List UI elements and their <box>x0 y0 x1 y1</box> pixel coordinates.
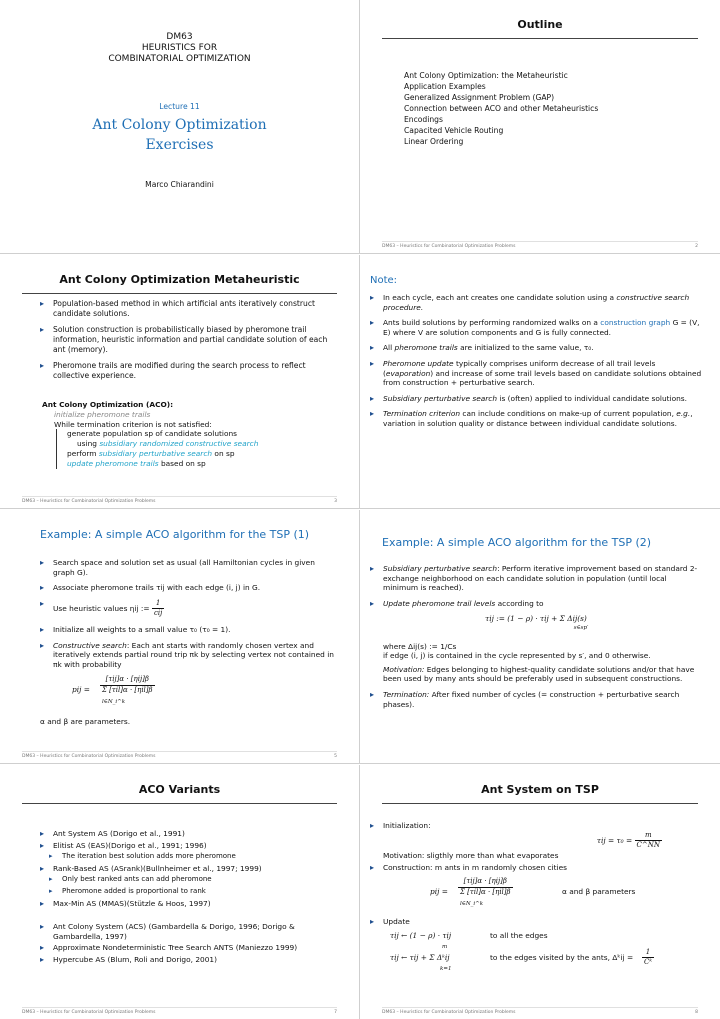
slide-heading: Ant Colony Optimization Metaheuristic <box>59 273 300 286</box>
slide-aco-variants <box>0 765 360 1019</box>
outline-item[interactable]: Linear Ordering <box>404 137 464 146</box>
lecture-number: Lecture 11 <box>159 102 200 111</box>
bullet: ▸ Initialize all weights to a small value τ₀ (τ₀ = 1). <box>40 625 337 635</box>
bullet: ▸ Termination criterion can include conditions on make-up of current population, e.g., variation in solution quality or distance between individual candidate solutions. <box>370 409 702 428</box>
bullet: ▸ Pheromone trails are modified during the search process to reflect collective experience. <box>40 361 337 381</box>
variant-item: ▸ Approximate Nondeterministic Tree Search ANTS (Maniezzo 1999) <box>40 943 337 953</box>
update-equation: τij := (1 − ρ) · τij + Σ Δij(s) <box>485 614 587 624</box>
update-equation-subscript: s∈sp′ <box>573 624 589 631</box>
outline-item[interactable]: Connection between ACO and other Metaheuristics <box>404 104 599 113</box>
algo-step: While termination criterion is not satisfied: <box>54 419 212 429</box>
bullet: ▸ Subsidiary perturbative search is (often) applied to individual candidate solutions. <box>370 394 702 404</box>
author: Marco Chiarandini <box>145 180 214 189</box>
where-line: where Δij(s) := 1/Cs <box>383 641 457 651</box>
bullet: ▸ Use heuristic values ηij := $\frac{1}{\text{cij}}$ <box>40 599 337 619</box>
variant-item: ▸ Hypercube AS (Blum, Roli and Dorigo, 2001) <box>40 955 337 965</box>
algo-step: generate population sp of candidate solutions <box>67 429 238 439</box>
bullet: ▸ In each cycle, each ant creates one candidate solution using a constructive search procedure. <box>370 293 702 312</box>
outline-list <box>404 70 598 147</box>
title-rule <box>22 293 337 294</box>
bullet: ▸ Associate pheromone trails τij with each edge (i, j) in G. <box>40 583 337 593</box>
motivation: Motivation: sligthly more than what evaporates <box>383 850 559 860</box>
variant-subitem: ▸ Pheromone added is proportional to rank <box>40 887 337 897</box>
title-rule <box>382 803 698 804</box>
slide-footer: DM63 – Heuristics for Combinatorial Optimization Problems 5 <box>22 751 337 759</box>
init-equation: τij = τ₀ = $\frac{m}{C\^{}NN}$ <box>596 830 660 850</box>
algorithm-box <box>42 400 339 469</box>
parameters-note: α and β are parameters. <box>40 717 131 727</box>
algo-step-prefix: perform <box>67 448 99 458</box>
slide-footer: DM63 – Heuristics for Combinatorial Optimization Problems 3 <box>22 496 337 504</box>
bullet: ▸ Construction: m ants in m randomly chosen cities <box>370 863 702 873</box>
variant-subitem: ▸ Only best ranked ants can add pheromone <box>40 875 337 885</box>
variant-item: ▸ Ant Colony System (ACS) (Gambardella & Dorigo, 1996; Dorigo & Gambardella, 1997) <box>40 922 337 941</box>
bullet: ▸ Population-based method in which artificial ants iteratively construct candidate solutions. <box>40 299 337 319</box>
bullet: ▸ Update pheromone trail levels according to <box>370 599 702 609</box>
outline-item[interactable]: Encodings <box>404 115 443 124</box>
bullet: ▸ Pheromone update typically comprises uniform decrease of all trail levels (evaporation) and increase of some trail levels based on candidate solutions obtained from construction + perturbative search. <box>370 359 702 388</box>
bullet: ▸ Update <box>370 917 702 927</box>
algo-highlight: subsidiary randomized constructive search <box>99 439 259 449</box>
slide-footer: DM63 – Heuristics for Combinatorial Optimization Problems 7 <box>22 1007 337 1015</box>
title-rule <box>22 803 337 804</box>
algo-highlight: subsidiary perturbative search <box>98 448 213 458</box>
slide-footer: DM63 – Heuristics for Combinatorial Optimization Problems 2 <box>382 241 698 249</box>
bullet: ▸ Termination: After fixed number of cycles (= construction + perturbative search phases). <box>370 690 702 709</box>
slide-heading: Note: <box>370 275 398 286</box>
slide-tsp-example-2 <box>360 510 720 764</box>
slide-heading: Example: A simple ACO algorithm for the TSP (2) <box>382 536 652 549</box>
slide-outline <box>360 0 720 254</box>
algo-step-suffix: on sp <box>212 448 235 458</box>
bullet: ▸ Subsidiary perturbative search: Perform iterative improvement based on standard 2-exchange neighborhood on each candidate solution in population (until local minimum is reached). <box>370 564 702 593</box>
course-code: DM63 <box>166 32 193 42</box>
deposit-rule: m τij ← τij + Σ Δᵏij k=1 to the edges visited by the ants, Δᵏij = $\frac{1}{\text{Cᵏ}}$ <box>390 943 652 972</box>
bullet: ▸ Solution construction is probabilistically biased by pheromone trail information, heuristic information and partial candidate solution of each ant (memory). <box>40 325 337 355</box>
variant-item: ▸ Ant System AS (Dorigo et al., 1991) <box>40 829 337 839</box>
slide-heading: Outline <box>517 18 563 31</box>
variant-item: ▸ Rank-Based AS (ASrank)(Bullnheimer et al., 1997; 1999) <box>40 864 337 874</box>
algo-step: initialize pheromone trails <box>54 409 151 419</box>
evaporation-rule: τij ← (1 − ρ) · τij to all the edges <box>390 930 548 940</box>
motivation: Motivation: Edges belonging to highest-quality candidate solutions and/or that have been used by many ants should be preferably used in subsequent constructions. <box>383 664 695 684</box>
outline-item[interactable]: Application Examples <box>404 82 486 91</box>
lecture-subtitle: Exercises <box>145 137 214 153</box>
title-rule <box>382 38 698 39</box>
outline-item[interactable]: Generalized Assignment Problem (GAP) <box>404 93 555 102</box>
outline-item[interactable]: Ant Colony Optimization: the Metaheuristic <box>404 71 568 80</box>
lecture-title: Ant Colony Optimization <box>92 117 267 133</box>
slide-aco-metaheuristic <box>0 255 360 509</box>
slide-title <box>0 0 360 254</box>
bullet: ▸ Initialization: <box>370 821 702 831</box>
course-line3: COMBINATORIAL OPTIMIZATION <box>108 54 251 64</box>
slide-heading: Ant System on TSP <box>481 783 599 796</box>
bullet: ▸ Search space and solution set as usual (all Hamiltonian cycles in given graph G). <box>40 558 337 577</box>
variant-item: ▸ Max-Min AS (MMAS)(Stützle & Hoos, 1997) <box>40 899 337 909</box>
bullet: ▸ All pheromone trails are initialized to the same value, τ₀. <box>370 343 702 353</box>
slide-tsp-example-1 <box>0 510 360 764</box>
slide-heading: Example: A simple ACO algorithm for the TSP (1) <box>40 528 310 541</box>
algorithm-title: Ant Colony Optimization (ACO): <box>42 400 174 409</box>
probability-formula: pij = [τij]α · [ηij]β Σ [τil]α · [ηil]β l∈N_i^k α and β parameters <box>430 876 636 907</box>
variant-item: ▸ Elitist AS (EAS)(Dorigo et al., 1991; 1996) <box>40 841 337 851</box>
slide-ant-system-tsp <box>360 765 720 1019</box>
algo-highlight: update pheromone trails <box>67 458 159 468</box>
slide-footer: DM63 – Heuristics for Combinatorial Optimization Problems 8 <box>382 1007 698 1015</box>
probability-formula: pij = [τij]α · [ηij]β Σ [τil]α · [ηil]β l∈N_i^k <box>72 675 153 706</box>
variant-subitem: ▸ The iteration best solution adds more pheromone <box>40 852 337 862</box>
algo-step-suffix: based on sp <box>158 458 206 468</box>
bullet: ▸ Ants build solutions by performing randomized walks on a construction graph G = (V, E) where V are solution components and G is fully connected. <box>370 318 702 337</box>
outline-item[interactable]: Capacited Vehicle Routing <box>404 126 504 135</box>
slide-heading: ACO Variants <box>138 783 221 796</box>
algo-step-prefix: using <box>77 439 100 449</box>
course-line2: HEURISTICS FOR <box>141 43 218 53</box>
bullet: ▸ Constructive search: Each ant starts with randomly chosen vertex and iteratively extends partial round trip πk by selecting vertex not contained in πk with probability <box>40 641 337 670</box>
where-line: if edge (i, j) is contained in the cycle represented by s′, and 0 otherwise. <box>383 651 651 661</box>
slide-note <box>360 255 720 509</box>
